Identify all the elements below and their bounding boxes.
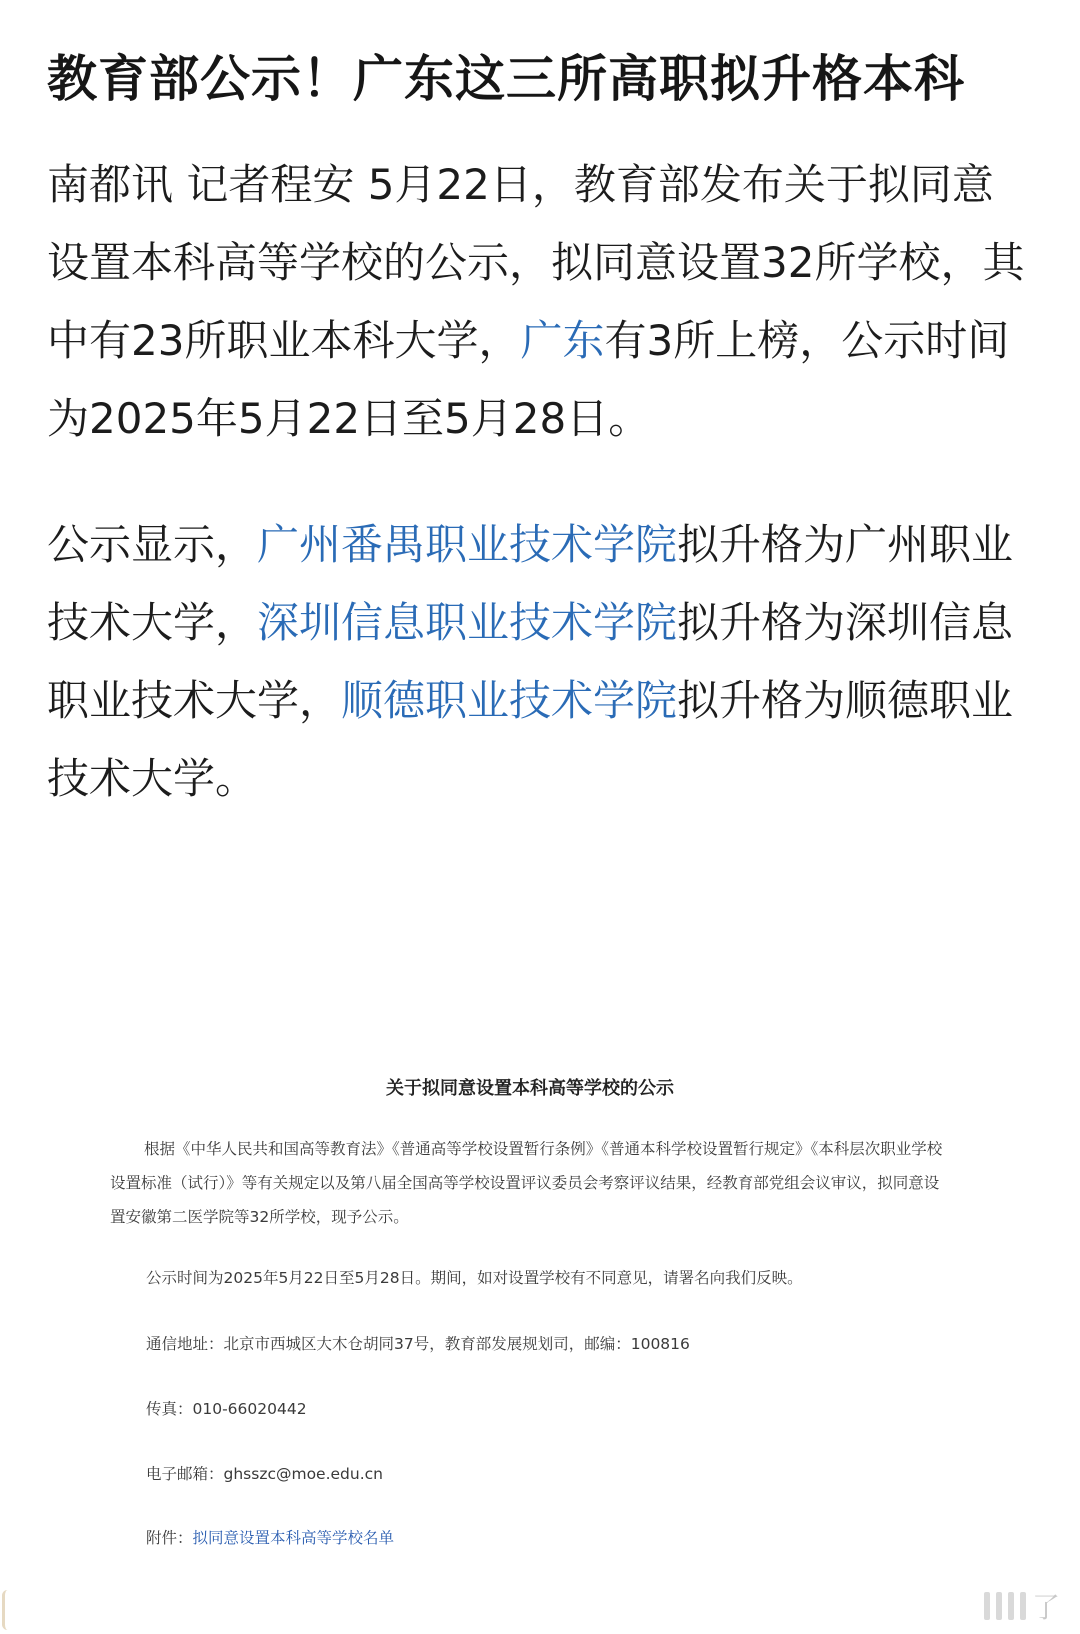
watermark-bar — [1008, 1592, 1014, 1620]
watermark-text: 了 — [1031, 1591, 1060, 1624]
link-shenzhen-info-polytechnic[interactable]: 深圳信息职业技术学院 — [257, 598, 678, 647]
para1-text-1: 南都讯 记者程安 5月22日，教育部发布关于拟同意设置本科高等学校的公示，拟同意设置32所学校，其中有23所职业本科大学， — [47, 160, 1025, 365]
para2-text-2: 拟升格为广州职业技术大学， — [47, 520, 1014, 647]
link-panyu-polytechnic[interactable]: 广州番禺职业技术学院 — [257, 520, 678, 569]
notice-fax: 传真：010-66020442 — [146, 1400, 307, 1418]
article-paragraph-2 — [47, 506, 1032, 818]
watermark-bar — [984, 1592, 990, 1620]
notice-title: 关于拟同意设置本科高等学校的公示 — [386, 1078, 674, 1099]
attachment-link[interactable]: 拟同意设置本科高等学校名单 — [192, 1529, 395, 1547]
edge-mark — [2, 1590, 13, 1630]
notice-screenshot — [110, 1060, 990, 1620]
notice-period: 公示时间为2025年5月22日至5月28日。期间，如对设置学校有不同意见，请署名向我们反映。 — [146, 1269, 803, 1287]
para1-text-2: 有3所上榜，公示时间为2025年5月22日至5月28日。 — [47, 316, 1010, 443]
para2-text-1: 公示显示， — [47, 520, 258, 569]
link-shunde-polytechnic[interactable]: 顺德职业技术学院 — [341, 676, 678, 725]
notice-address: 通信地址：北京市西城区大木仓胡同37号，教育部发展规划司，邮编：100816 — [146, 1335, 690, 1353]
notice-paragraph-basis: 根据《中华人民共和国高等教育法》《普通高等学校设置暂行条例》《普通本科学校设置暂行规定》《本科层次职业学校设置标准（试行）》等有关规定以及第八届全国高等学校设置评议委员会考察评议结果，经教育部党组会议审议，拟同意设置安徽第二医学院等32所学校，现予公示。 — [110, 1140, 943, 1226]
article — [47, 36, 1032, 818]
link-guangdong[interactable]: 广东 — [520, 316, 605, 365]
attachment-label: 附件： — [146, 1529, 193, 1547]
notice-email: 电子邮箱：ghsszc@moe.edu.cn — [146, 1465, 383, 1483]
article-paragraph-1 — [47, 146, 1032, 458]
article-title: 教育部公示！广东这三所高职拟升格本科 — [47, 50, 965, 108]
notice-attachment — [146, 1526, 394, 1548]
watermark — [984, 1586, 1060, 1626]
para2-text-3: 拟升格为深圳信息职业技术大学， — [47, 598, 1014, 725]
watermark-bar — [1020, 1592, 1026, 1620]
watermark-bar — [996, 1592, 1002, 1620]
para2-text-4: 拟升格为顺德职业技术大学。 — [47, 676, 1014, 803]
